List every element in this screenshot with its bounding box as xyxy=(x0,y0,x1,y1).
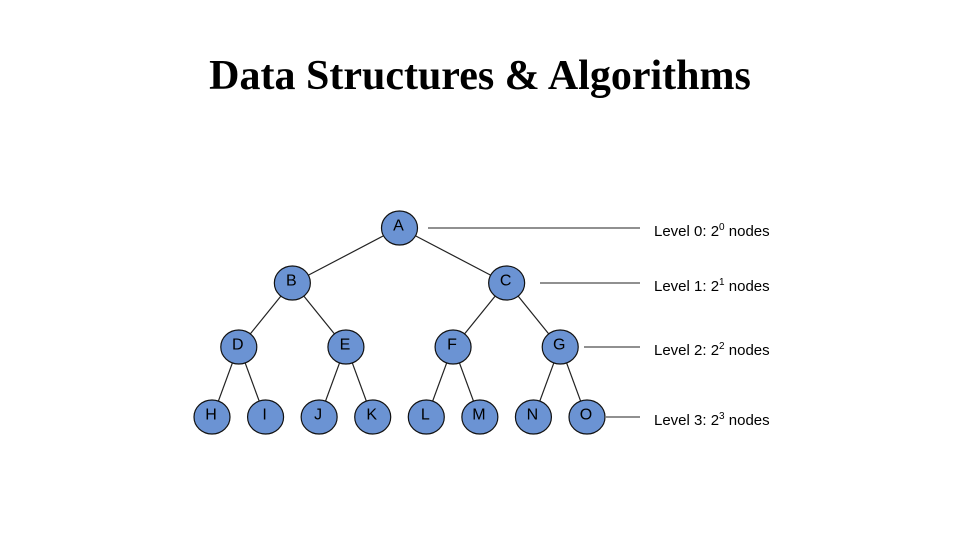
tree-node-h xyxy=(194,400,230,434)
node-label: C xyxy=(499,272,512,290)
edge-D-I xyxy=(245,361,260,402)
edge-F-M xyxy=(459,361,474,402)
edge-A-B xyxy=(307,235,385,276)
tree-node-f xyxy=(435,330,471,364)
edge-B-D xyxy=(249,295,282,336)
edge-E-J xyxy=(325,361,340,402)
node-label: I xyxy=(262,406,267,424)
level-0-label: Level 0: $2^0$ nodes xyxy=(654,222,770,240)
edge-G-O xyxy=(566,361,581,402)
slide-title: Data Structures & Algorithms xyxy=(209,53,751,99)
tree-node-e xyxy=(328,330,364,364)
node-label: D xyxy=(232,336,244,354)
edge-B-E xyxy=(303,295,336,336)
level-2-label: Level 2: $2^2$ nodes xyxy=(654,341,770,359)
node-label: J xyxy=(314,406,323,424)
edge-F-L xyxy=(432,361,447,402)
tree-node-m xyxy=(462,400,498,434)
tree-node-l xyxy=(408,400,444,434)
node-label: F xyxy=(447,336,457,354)
node-label: N xyxy=(526,406,539,424)
tree-node-k xyxy=(355,400,391,434)
tree-node-o xyxy=(569,400,605,434)
tree-node-d xyxy=(221,330,257,364)
node-label: H xyxy=(205,406,217,424)
edge-C-G xyxy=(517,295,550,336)
node-label: G xyxy=(552,336,566,354)
edge-C-F xyxy=(463,295,496,336)
edge-G-N xyxy=(539,361,554,402)
tree-node-g xyxy=(542,330,578,364)
level-3-label: Level 3: $2^3$ nodes xyxy=(654,411,770,429)
level-1-label: Level 1: $2^1$ nodes xyxy=(654,277,770,295)
node-label: A xyxy=(393,217,404,235)
tree-edges xyxy=(218,235,581,403)
tree-node-j xyxy=(301,400,337,434)
tree-node-a xyxy=(382,211,418,245)
edge-E-K xyxy=(352,361,367,402)
node-label: L xyxy=(420,406,430,424)
tree-node-b xyxy=(274,266,310,300)
tree-node-i xyxy=(248,400,284,434)
node-label: B xyxy=(286,272,297,290)
level-guide-lines xyxy=(428,228,640,417)
node-label: M xyxy=(472,406,486,424)
edge-D-H xyxy=(218,361,233,402)
edge-A-C xyxy=(414,235,492,276)
node-label: O xyxy=(579,406,593,424)
tree-nodes xyxy=(194,211,605,434)
tree-node-n xyxy=(515,400,551,434)
tree-node-c xyxy=(489,266,525,300)
node-label: E xyxy=(339,336,351,354)
level-labels xyxy=(654,222,770,429)
node-label: K xyxy=(366,406,378,424)
